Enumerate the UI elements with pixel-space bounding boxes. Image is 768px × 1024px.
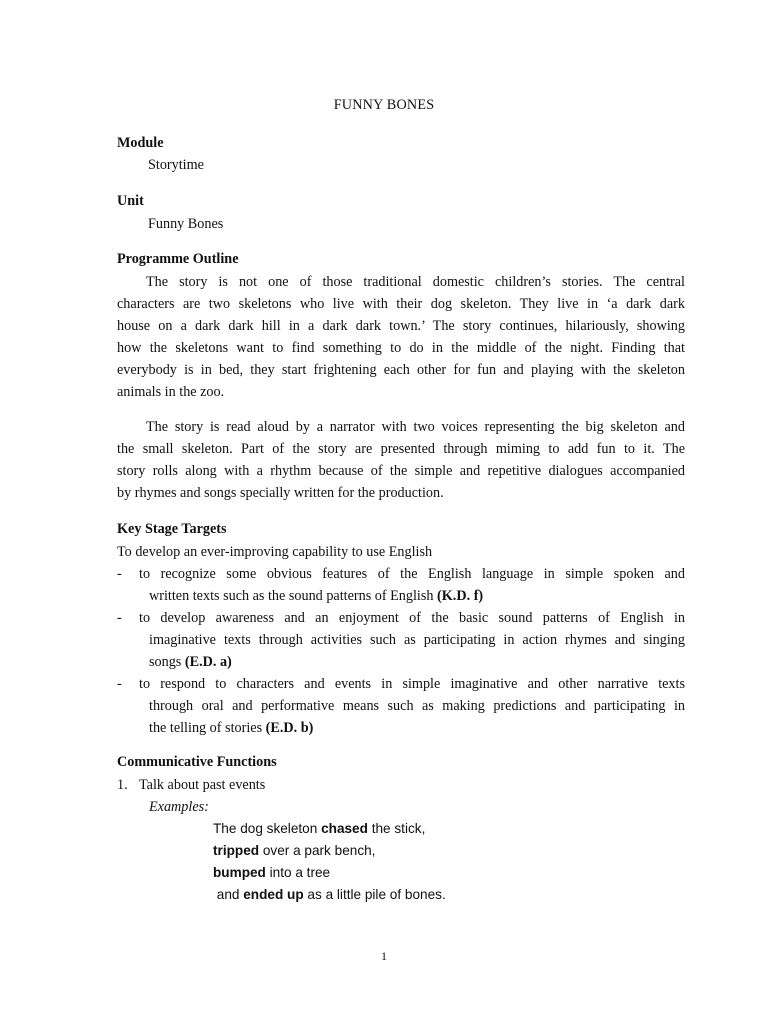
example-line: The dog skeleton chased the stick,: [213, 821, 426, 836]
curriculum-code: (K.D. f): [437, 588, 484, 604]
unit-heading: Unit: [117, 193, 144, 209]
outline-p1-line: animals in the zoo.: [117, 384, 225, 400]
outline-p1-line: characters are two skeletons who live with their dog skeleton. They live in ‘a dark dark: [117, 296, 685, 312]
outline-p2-line: The story is read aloud by a narrator with two voices representing the big skeleton and: [146, 419, 685, 435]
outline-paragraph-2: [117, 416, 685, 504]
curriculum-code: (E.D. a): [184, 654, 232, 670]
outline-p1-line: everybody is in bed, they start frightening each other for fun and playing with the skeleton: [117, 362, 685, 378]
outline-p2-line: the small skeleton. Part of the story are presented through miming to add fun to it. The: [117, 441, 685, 457]
bullet-line: songs (E.D. a): [149, 654, 232, 670]
module-value: Storytime: [148, 157, 204, 173]
bullet-line: to recognize some obvious features of the English language in simple spoken and: [139, 566, 685, 582]
bullet-dash: -: [117, 610, 122, 626]
examples-label: Examples:: [149, 799, 209, 815]
function-item-number: 1.: [117, 777, 128, 793]
key-stage-targets-heading: Key Stage Targets: [117, 521, 227, 537]
function-item: [117, 777, 265, 794]
outline-p1-line: house on a dark dark hill in a dark dark town.’ The story continues, hilariously, showing: [117, 318, 685, 334]
target-bullet: [117, 673, 685, 739]
module-heading: Module: [117, 135, 164, 151]
bullet-line: the telling of stories (E.D. b): [149, 720, 314, 736]
outline-p1-line: how the skeletons want to find something to do in the middle of the night. Finding that: [117, 340, 685, 356]
outline-p1-line: The story is not one of those traditional domestic children’s stories. The central: [146, 274, 685, 290]
bullet-line: through oral and performative means such as making predictions and participating in: [149, 698, 685, 714]
page-number: 1: [381, 949, 387, 963]
target-bullet: [117, 563, 685, 607]
bullet-line: imaginative texts through activities such as participating in action rhymes and singing: [149, 632, 685, 648]
outline-p2-line: by rhymes and songs specially written for the production.: [117, 485, 444, 501]
bullet-dash: -: [117, 566, 122, 582]
programme-outline-heading: Programme Outline: [117, 251, 239, 267]
curriculum-code: (E.D. b): [265, 720, 314, 736]
example-line: and ended up as a little pile of bones.: [213, 887, 446, 902]
target-bullet: [117, 607, 685, 673]
outline-paragraph-1: [117, 271, 685, 403]
bullet-line: written texts such as the sound patterns of English (K.D. f): [149, 588, 484, 604]
example-line: tripped over a park bench,: [213, 843, 376, 858]
example-line: bumped into a tree: [213, 865, 331, 880]
bullet-dash: -: [117, 676, 122, 692]
function-item-text: Talk about past events: [139, 777, 266, 793]
communicative-functions-heading: Communicative Functions: [117, 754, 277, 770]
bullet-line: to develop awareness and an enjoyment of the basic sound patterns of English in: [139, 610, 685, 626]
outline-p2-line: story rolls along with a rhythm because of the simple and repetitive dialogues accompanied: [117, 463, 685, 479]
unit-value: Funny Bones: [148, 216, 224, 232]
document-title: FUNNY BONES: [333, 97, 435, 113]
bullet-line: to respond to characters and events in simple imaginative and other narrative texts: [139, 676, 685, 692]
key-stage-intro: To develop an ever-improving capability to use English: [117, 544, 433, 560]
